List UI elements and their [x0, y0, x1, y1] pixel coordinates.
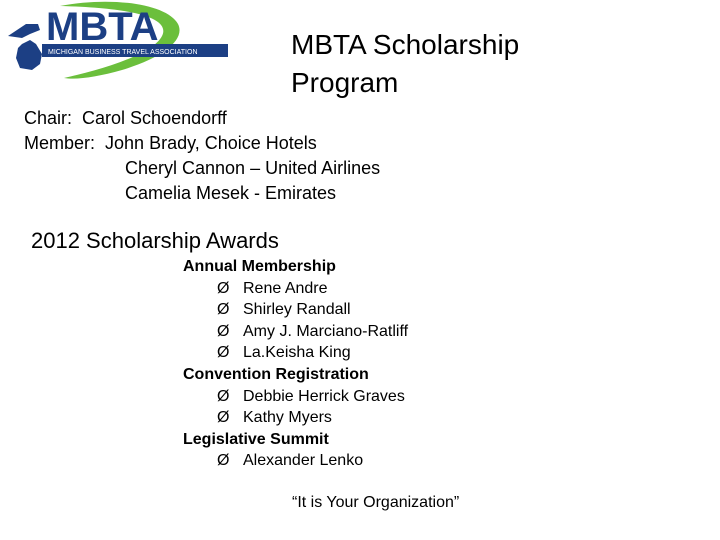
michigan-map-icon	[8, 24, 42, 70]
award-category: Convention Registration	[183, 365, 369, 383]
recipient-name: Amy J. Marciano-Ratliff	[243, 322, 409, 340]
logo-acronym: MBTA	[46, 5, 159, 49]
award-category: Legislative Summit	[183, 430, 329, 448]
recipient-name: Shirley Randall	[243, 301, 351, 319]
list-item	[183, 342, 408, 364]
recipient-name: Debbie Herrick Graves	[243, 387, 405, 405]
recipient-name: Rene Andre	[243, 279, 328, 297]
list-item	[183, 321, 408, 343]
list-item	[183, 386, 408, 408]
mbta-logo-graphic	[2, 0, 228, 82]
list-item	[183, 407, 408, 429]
arrow-bullet-icon: Ø	[217, 452, 230, 470]
member-name: Cheryl Cannon – United Airlines	[125, 158, 381, 178]
member-name: John Brady, Choice Hotels	[105, 133, 317, 153]
list-item	[183, 450, 408, 472]
title-line-1: MBTA Scholarship	[291, 29, 520, 60]
list-item	[183, 299, 408, 321]
arrow-bullet-icon: Ø	[217, 279, 230, 297]
arrow-bullet-icon: Ø	[217, 409, 230, 427]
award-category: Annual Membership	[183, 258, 336, 275]
recipient-name: Alexander Lenko	[243, 452, 364, 470]
recipient-name: La.Keisha King	[243, 344, 351, 362]
page-title	[291, 26, 519, 102]
member-row	[24, 156, 380, 181]
logo-full-name: MICHIGAN BUSINESS TRAVEL ASSOCIATION	[48, 49, 198, 56]
chair-name: Carol Schoendorff	[82, 108, 227, 128]
member-row	[24, 131, 380, 156]
committee-list	[24, 106, 380, 206]
chair-label: Chair:	[24, 108, 73, 128]
member-row	[24, 181, 380, 206]
title-line-2: Program	[291, 67, 399, 98]
mbta-logo	[2, 0, 228, 82]
arrow-bullet-icon: Ø	[217, 322, 230, 340]
awards-heading: 2012 Scholarship Awards	[31, 228, 279, 253]
tagline: “It is Your Organization”	[292, 494, 460, 511]
awards-list	[183, 256, 408, 472]
arrow-bullet-icon: Ø	[217, 344, 230, 362]
recipient-name: Kathy Myers	[243, 409, 332, 427]
arrow-bullet-icon: Ø	[217, 301, 230, 319]
list-item	[183, 278, 408, 300]
member-label: Member:	[24, 133, 96, 153]
chair-row	[24, 106, 380, 131]
member-name: Camelia Mesek - Emirates	[125, 183, 337, 203]
arrow-bullet-icon: Ø	[217, 387, 230, 405]
